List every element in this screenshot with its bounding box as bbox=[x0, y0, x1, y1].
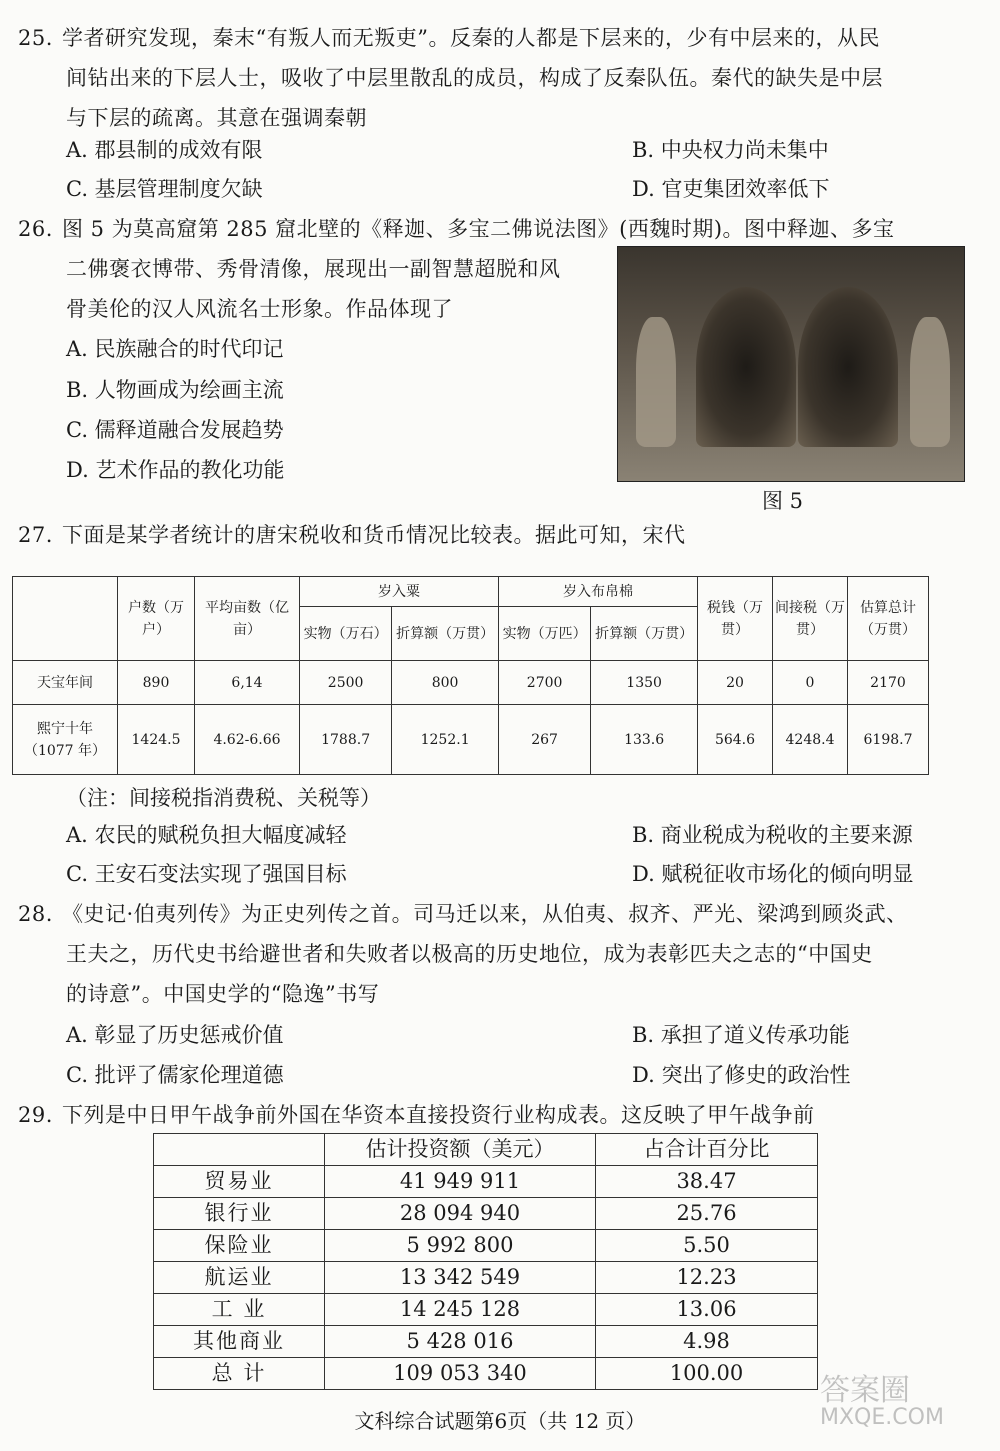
table-row bbox=[154, 1358, 818, 1390]
option-a[interactable]: A. 农民的赋税负担大幅度减轻 bbox=[66, 823, 347, 847]
table-cell: 109 053 340 bbox=[325, 1358, 596, 1390]
attendant-figure bbox=[636, 317, 676, 447]
row-label: 贸易业 bbox=[154, 1166, 325, 1198]
table-cell: 0 bbox=[773, 661, 848, 705]
question-29 bbox=[18, 1095, 968, 1135]
table-cell: 800 bbox=[392, 661, 499, 705]
investment-table bbox=[153, 1133, 818, 1390]
column-subheader: 折算额（万贯） bbox=[392, 607, 499, 661]
option-b[interactable]: B. 中央权力尚未集中 bbox=[632, 138, 829, 162]
table-cell: 2700 bbox=[498, 661, 590, 705]
table-cell: 5.50 bbox=[596, 1230, 818, 1262]
column-header: 估计投资额（美元） bbox=[325, 1134, 596, 1166]
table-cell: 1788.7 bbox=[300, 705, 392, 775]
table-cell: 6198.7 bbox=[848, 705, 929, 775]
table-corner bbox=[13, 577, 118, 661]
table-row bbox=[13, 705, 929, 775]
table-cell: 4248.4 bbox=[773, 705, 848, 775]
table-cell: 20 bbox=[698, 661, 773, 705]
question-number: 28. bbox=[18, 902, 53, 926]
watermark: MXQE.COM bbox=[820, 1405, 944, 1430]
column-subheader: 实物（万匹） bbox=[498, 607, 590, 661]
question-28 bbox=[18, 894, 968, 1014]
option-b[interactable]: B. 承担了道义传承功能 bbox=[632, 1023, 850, 1047]
option-c[interactable]: C. 批评了儒家伦理道德 bbox=[66, 1063, 284, 1087]
question-text-line: 二佛褒衣博带、秀骨清像，展现出一副智慧超脱和风 bbox=[66, 257, 561, 281]
figure-caption: 图 5 bbox=[762, 489, 804, 513]
table-cell: 133.6 bbox=[591, 705, 698, 775]
row-label: 工 业 bbox=[154, 1294, 325, 1326]
buddha-figure bbox=[798, 287, 898, 447]
table-cell: 4.98 bbox=[596, 1326, 818, 1358]
question-27 bbox=[18, 515, 968, 555]
column-header bbox=[154, 1134, 325, 1166]
question-text-line: 图 5 为莫高窟第 285 窟北壁的《释迦、多宝二佛说法图》(西魏时期)。图中释迦、多宝 bbox=[62, 217, 895, 241]
table-cell: 41 949 911 bbox=[325, 1166, 596, 1198]
table-note: （注：间接税指消费税、关税等） bbox=[66, 786, 381, 810]
watermark: 答案圈 bbox=[820, 1373, 910, 1408]
table-cell: 5 428 016 bbox=[325, 1326, 596, 1358]
table-cell: 2170 bbox=[848, 661, 929, 705]
option-a[interactable]: A. 彰显了历史惩戒价值 bbox=[66, 1023, 284, 1047]
table-cell: 1252.1 bbox=[392, 705, 499, 775]
option-d[interactable]: D. 艺术作品的教化功能 bbox=[66, 458, 285, 482]
table-cell: 267 bbox=[498, 705, 590, 775]
option-d[interactable]: D. 官吏集团效率低下 bbox=[632, 177, 830, 201]
row-label: 总 计 bbox=[154, 1358, 325, 1390]
table-cell: 13 342 549 bbox=[325, 1262, 596, 1294]
option-d[interactable]: D. 突出了修史的政治性 bbox=[632, 1063, 851, 1087]
table-cell: 12.23 bbox=[596, 1262, 818, 1294]
row-label: 天宝年间 bbox=[13, 661, 118, 705]
row-label: 航运业 bbox=[154, 1262, 325, 1294]
question-text-line: 的诗意”。中国史学的“隐逸”书写 bbox=[66, 982, 380, 1006]
row-label: 保险业 bbox=[154, 1230, 325, 1262]
column-header: 税钱（万贯） bbox=[698, 577, 773, 661]
question-number: 25. bbox=[18, 26, 53, 50]
table-row bbox=[154, 1198, 818, 1230]
table-cell: 5 992 800 bbox=[325, 1230, 596, 1262]
question-text-line: 间钻出来的下层人士，吸收了中层里散乱的成员，构成了反秦队伍。秦代的缺失是中层 bbox=[66, 66, 883, 90]
option-c[interactable]: C. 王安石变法实现了强国目标 bbox=[66, 862, 347, 886]
table-cell: 38.47 bbox=[596, 1166, 818, 1198]
question-number: 27. bbox=[18, 523, 53, 547]
option-d[interactable]: D. 赋税征收市场化的倾向明显 bbox=[632, 862, 914, 886]
mural-image bbox=[617, 246, 965, 482]
page-footer: 文科综合试题第6页（共 12 页） bbox=[354, 1409, 646, 1433]
question-text-line: 王夫之，历代史书给避世者和失败者以极高的历史地位，成为表彰匹夫之志的“中国史 bbox=[66, 942, 873, 966]
column-header: 岁入布帛棉 bbox=[498, 577, 697, 607]
question-25 bbox=[18, 18, 968, 138]
table-row bbox=[154, 1230, 818, 1262]
option-b[interactable]: B. 商业税成为税收的主要来源 bbox=[632, 823, 913, 847]
question-number: 26. bbox=[18, 217, 53, 241]
row-label: 其他商业 bbox=[154, 1326, 325, 1358]
column-header: 岁入粟 bbox=[300, 577, 499, 607]
table-cell: 6,14 bbox=[195, 661, 300, 705]
question-text-line: 《史记·伯夷列传》为正史列传之首。司马迁以来，从伯夷、叔齐、严光、梁鸿到顾炎武、 bbox=[62, 902, 908, 926]
tax-currency-table bbox=[12, 576, 929, 775]
table-row bbox=[154, 1166, 818, 1198]
column-header: 间接税（万贯） bbox=[773, 577, 848, 661]
row-label: 银行业 bbox=[154, 1198, 325, 1230]
table-row bbox=[154, 1294, 818, 1326]
option-a[interactable]: A. 民族融合的时代印记 bbox=[66, 337, 284, 361]
buddha-figure bbox=[696, 287, 796, 447]
column-header: 估算总计（万贯） bbox=[848, 577, 929, 661]
question-number: 29. bbox=[18, 1103, 53, 1127]
question-text-line: 下面是某学者统计的唐宋税收和货币情况比较表。据此可知，宋代 bbox=[62, 523, 686, 547]
row-label: 熙宁十年（1077 年） bbox=[13, 705, 118, 775]
option-b[interactable]: B. 人物画成为绘画主流 bbox=[66, 378, 284, 402]
attendant-figure bbox=[910, 317, 950, 447]
table-cell: 13.06 bbox=[596, 1294, 818, 1326]
table-cell: 890 bbox=[118, 661, 195, 705]
option-a[interactable]: A. 郡县制的成效有限 bbox=[66, 138, 263, 162]
table-cell: 1424.5 bbox=[118, 705, 195, 775]
question-text-line: 学者研究发现，秦末“有叛人而无叛吏”。反秦的人都是下层来的，少有中层来的，从民 bbox=[62, 26, 880, 50]
column-header: 平均亩数（亿亩） bbox=[195, 577, 300, 661]
table-cell: 100.00 bbox=[596, 1358, 818, 1390]
column-subheader: 实物（万石） bbox=[300, 607, 392, 661]
table-row bbox=[154, 1326, 818, 1358]
option-c[interactable]: C. 基层管理制度欠缺 bbox=[66, 177, 263, 201]
table-row bbox=[13, 661, 929, 705]
question-text-line: 下列是中日甲午战争前外国在华资本直接投资行业构成表。这反映了甲午战争前 bbox=[62, 1103, 815, 1127]
table-cell: 25.76 bbox=[596, 1198, 818, 1230]
question-text-line: 与下层的疏离。其意在强调秦朝 bbox=[66, 106, 367, 130]
question-text-line: 骨美伦的汉人风流名士形象。作品体现了 bbox=[66, 297, 453, 321]
table-cell: 1350 bbox=[591, 661, 698, 705]
column-header: 户数（万户） bbox=[118, 577, 195, 661]
column-subheader: 折算额（万贯） bbox=[591, 607, 698, 661]
table-cell: 564.6 bbox=[698, 705, 773, 775]
table-row bbox=[154, 1262, 818, 1294]
table-cell: 2500 bbox=[300, 661, 392, 705]
column-header: 占合计百分比 bbox=[596, 1134, 818, 1166]
option-c[interactable]: C. 儒释道融合发展趋势 bbox=[66, 418, 284, 442]
table-cell: 28 094 940 bbox=[325, 1198, 596, 1230]
table-cell: 14 245 128 bbox=[325, 1294, 596, 1326]
table-cell: 4.62-6.66 bbox=[195, 705, 300, 775]
